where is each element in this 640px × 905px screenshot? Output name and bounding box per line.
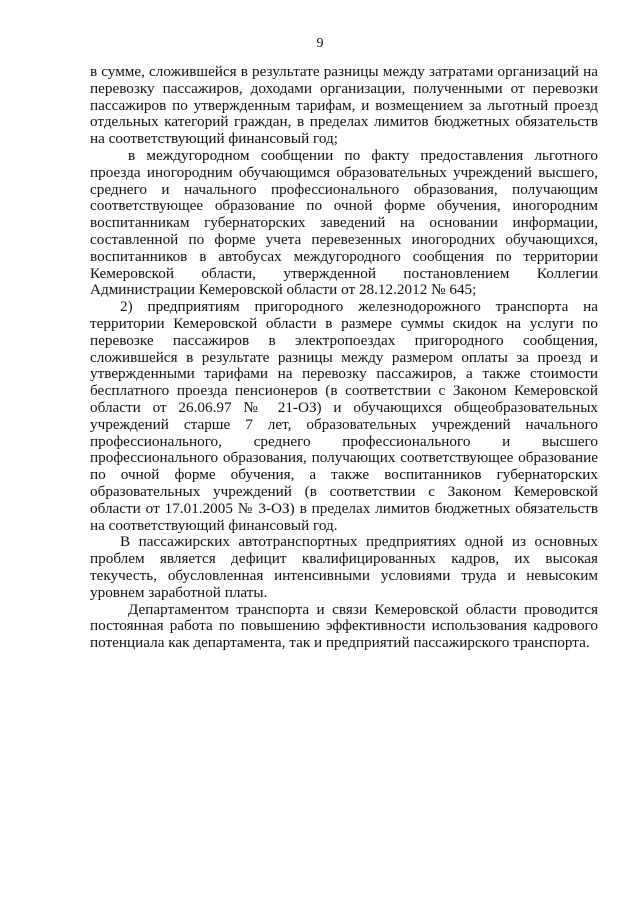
paragraph-department-work: Департаментом транспорта и связи Кемеровской области проводится постоянная работа по повышению эффективности использования кадрового потенциала как департамента, так и предприятий пассажирского транспорта. bbox=[90, 600, 598, 652]
paragraph-staff-shortage: В пассажирских автотранспортных предприятиях одной из основных проблем является дефицит квалифицированных кадров, их высокая текучесть, обусловленная интенсивными условиями труда и невысоким уровнем заработной платы. bbox=[90, 533, 598, 601]
paragraph-subsidy-amount: в сумме, сложившейся в результате разницы между затратами организаций на перевозку пассажиров, доходами организации, полученными от перевозки пассажиров по утвержденным тарифам, и возмещением за льготный проезд отдельных категорий граждан, в пределах лимитов бюджетных обязательств на соответствующий финансовый год; bbox=[90, 63, 598, 148]
page-number: 9 bbox=[316, 36, 324, 51]
paragraph-suburban-railway: 2) предприятиям пригородного железнодорожного транспорта на территории Кемеровской области в размере суммы скидок на услуги по перевозке пассажиров в электропоездах пригородного сообщения, сложившейся в результате разницы между размером оплаты за проезд и утвержденными тарифами на перевозку пассажиров, а также стоимости бесплатного проезда пенсионеров (в соответствии с Законом Кемеровской области от 26.06.97 № 21-ОЗ) и обучающихся общеобразовательных учреждений старше 7 лет, образовательных учреждений начального профессионального, среднего профессионального и высшего профессионального образования, получающих соответствующее образование по очной форме обучения, а также воспитанников губернаторских образовательных учреждений (в соответствии с Законом Кемеровской области от 17.01.2005 № 3-ОЗ) в пределах лимитов бюджетных обязательств на соответствующий финансовый год. bbox=[90, 298, 598, 534]
paragraph-intercity-service: в междугородном сообщении по факту предоставления льготного проезда иногородним обучающимся образовательных учреждений высшего, среднего и начального профессионального образования, получающим соответствующее образование по очной форме обучения, иногородним воспитанникам губернаторских заведений на основании информации, составленной по форме учета перевезенных иногородних обучающихся, воспитанников в автобусах междугородного сообщения по территории Кемеровской области, утвержденной постановлением Коллегии Администрации Кемеровской области от 28.12.2012 № 645; bbox=[90, 146, 598, 299]
document-body bbox=[90, 64, 598, 652]
